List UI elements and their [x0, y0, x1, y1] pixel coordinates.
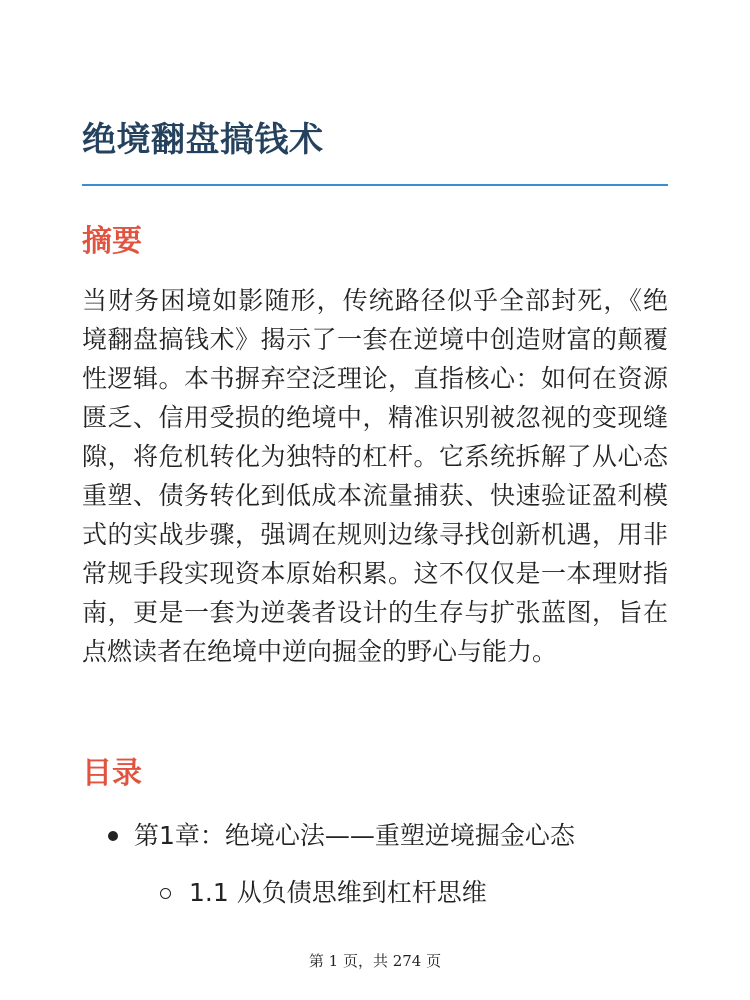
toc-section-1-1-label: 1.1 从负债思维到杠杆思维 [189, 878, 487, 907]
abstract-heading: 摘要 [82, 224, 142, 259]
toc-heading: 目录 [82, 756, 142, 791]
bullet-disc-icon [108, 831, 118, 841]
toc-chapter-1-label: 第1章：绝境心法——重塑逆境掘金心态 [134, 821, 575, 850]
abstract-body: 当财务困境如影随形，传统路径似乎全部封死，《绝境翻盘搞钱术》揭示了一套在逆境中创造财富的颠覆性逻辑。本书摒弃空泛理论，直指核心：如何在资源匮乏、信用受损的绝境中，精准识别被忽视的变现缝隙，将危机转化为独特的杠杆。它系统拆解了从心态重塑、债务转化到低成本流量捕获、快速验证盈利模式的实战步骤，强调在规则边缘寻找创新机遇，用非常规手段实现资本原始积累。这不仅仅是一本理财指南，更是一套为逆袭者设计的生存与扩张蓝图，旨在点燃读者在绝境中逆向掘金的野心与能力。 [82, 286, 668, 666]
toc-chapter-1[interactable] [108, 817, 575, 855]
book-title: 绝境翻盘搞钱术 [82, 120, 324, 160]
toc-section-1-1[interactable] [160, 874, 487, 912]
bullet-circle-icon [160, 888, 171, 899]
title-divider [82, 184, 668, 186]
page-footer: 第 1 页，共 274 页 [308, 952, 442, 970]
